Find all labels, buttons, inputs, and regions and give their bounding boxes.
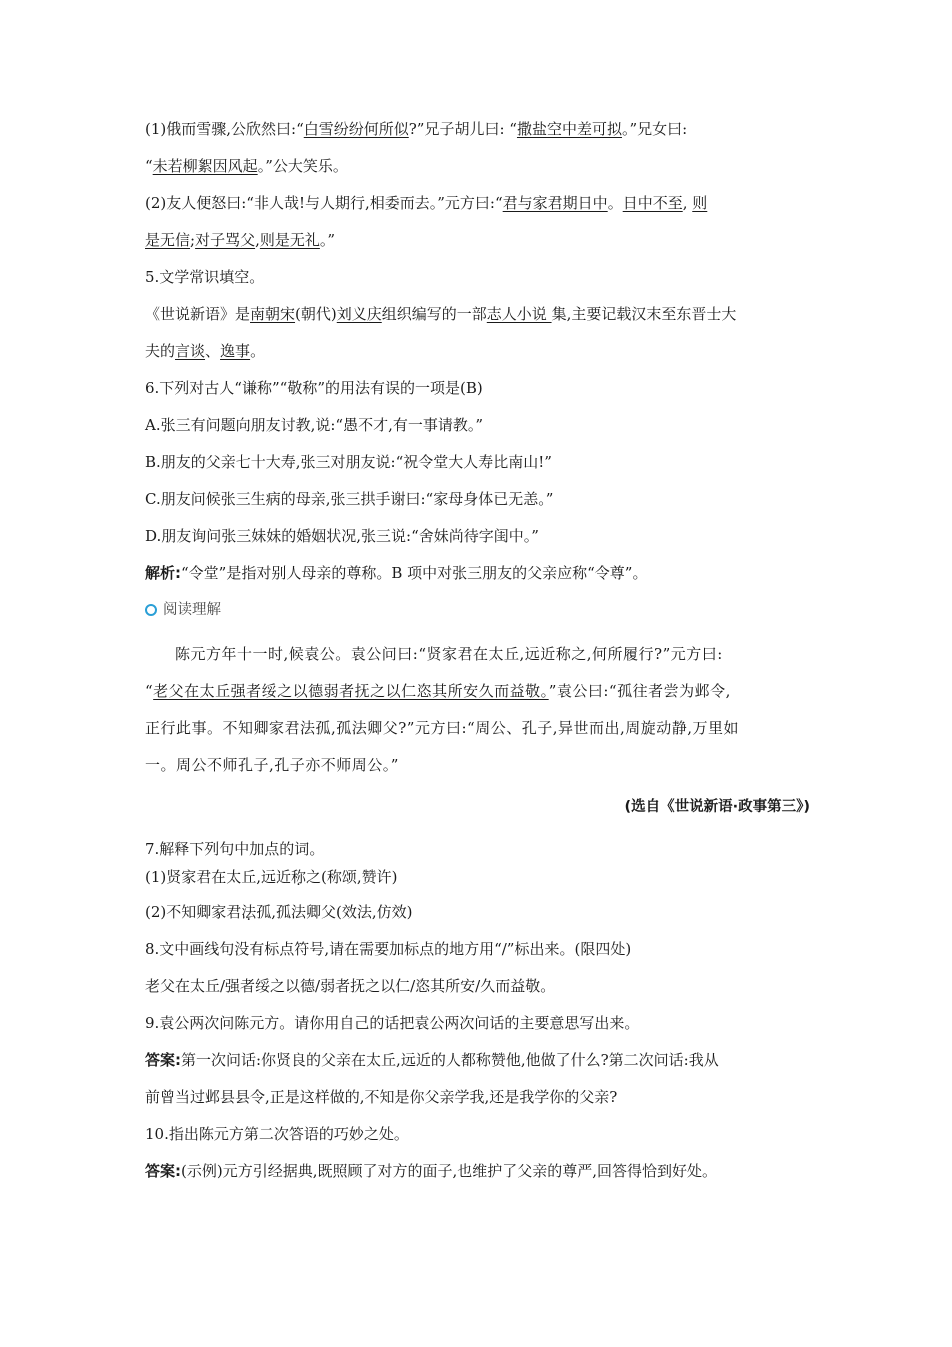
q7-item-1 bbox=[145, 866, 810, 888]
text: 。” bbox=[319, 231, 336, 249]
text: 之(称颂,赞许) bbox=[306, 868, 398, 886]
text: ”袁公曰:“孤往者尝为邺令, bbox=[548, 682, 731, 700]
answer-blank: 未若柳絮因风起 bbox=[152, 157, 258, 175]
q6-option-c: C.朋友问候张三生病的母亲,张三拱手谢曰:“家母身体已无恙。” bbox=[145, 490, 554, 508]
answer-blank: 逸事 bbox=[220, 342, 251, 360]
text: , bbox=[255, 231, 260, 249]
text: (2)友人便怒曰:“非人哉!与人期行,相委而去。”元方曰:“ bbox=[145, 194, 503, 212]
q5-line-1 bbox=[145, 303, 810, 325]
answer-blank: 言谈 bbox=[175, 342, 206, 360]
q6-option-b: B.朋友的父亲七十大寿,张三对朋友说:“祝令堂大人寿比南山!” bbox=[145, 453, 552, 471]
text: “ bbox=[145, 157, 153, 175]
answer-label: 答案: bbox=[145, 1051, 181, 1069]
text: ?”兄子胡儿曰: “ bbox=[408, 120, 517, 138]
section-title: 阅读理解 bbox=[163, 602, 221, 618]
passage-line-2 bbox=[145, 680, 810, 702]
analysis-label: 解析: bbox=[145, 564, 181, 582]
q10-answer bbox=[145, 1160, 810, 1182]
circle-bullet-icon bbox=[145, 604, 157, 616]
passage-line-1: 陈元方年十一时,候袁公。袁公问曰:“贤家君在太丘,远近称之,何所履行?”元方曰: bbox=[175, 645, 723, 663]
answer-text: 第一次问话:你贤良的父亲在太丘,远近的人都称赞他,他做了什么?第二次问话:我从 bbox=[181, 1051, 719, 1069]
answer-blank: 撒盐空中差可拟 bbox=[516, 120, 622, 138]
q8-title: 8.文中画线句没有标点符号,请在需要加标点的地方用“/”标出来。(限四处) bbox=[145, 940, 632, 958]
passage-line-4: 一。周公不师孔子,孔子亦不师周公。” bbox=[145, 756, 399, 774]
text: (朝代) bbox=[295, 305, 337, 323]
text: 、 bbox=[205, 342, 221, 360]
answer-blank: 志人小说 bbox=[486, 305, 552, 323]
analysis-text: “令堂”是指对别人母亲的尊称。B 项中对张三朋友的父亲应称“令尊”。 bbox=[181, 564, 648, 582]
q4-line-2 bbox=[145, 155, 810, 177]
q9-answer-line-1 bbox=[145, 1049, 810, 1071]
text: 《世说新语》是 bbox=[145, 305, 251, 323]
document-content bbox=[145, 118, 810, 1182]
q6-title: 6.下列对古人“谦称”“敬称”的用法有误的一项是(B) bbox=[145, 379, 483, 397]
dotted-word: 法 bbox=[241, 903, 257, 921]
q6-option-a: A.张三有问题向朋友讨教,说:“愚不才,有一事请教。” bbox=[145, 416, 484, 434]
answer-blank: 则 bbox=[692, 194, 708, 212]
text: 集,主要记载汉末至东晋士大 bbox=[551, 305, 737, 323]
q9-title: 9.袁公两次问陈元方。请你用自己的话把袁公两次问话的主要意思写出来。 bbox=[145, 1014, 640, 1032]
text: , bbox=[682, 194, 693, 212]
answer-blank: 则是无礼 bbox=[259, 231, 320, 249]
answer-blank: 是无信 bbox=[145, 231, 191, 249]
q4-line-3 bbox=[145, 192, 810, 214]
q7-item-2 bbox=[145, 901, 810, 923]
dotted-word: 称 bbox=[291, 868, 307, 886]
passage-source: (选自《世说新语·政事第三》) bbox=[624, 799, 810, 815]
text: 。”公大笑乐。 bbox=[257, 157, 348, 175]
answer-text: (示例)元方引经据典,既照顾了对方的面子,也维护了父亲的尊严,回答得恰到好处。 bbox=[181, 1162, 718, 1180]
answer-blank: 南朝宋 bbox=[250, 305, 296, 323]
q6-option-d: D.朋友询问张三妹妹的婚姻状况,张三说:“舍妹尚待字闺中。” bbox=[145, 527, 539, 545]
q10-title: 10.指出陈元方第二次答语的巧妙之处。 bbox=[145, 1125, 409, 1143]
q4-line-1 bbox=[145, 118, 810, 140]
underlined-sentence: 老父在太丘强者绥之以德弱者抚之以仁恣其所安久而益敬。 bbox=[153, 682, 549, 700]
text: (2)不知卿家君 bbox=[145, 903, 242, 921]
q5-title: 5.文学常识填空。 bbox=[145, 268, 265, 286]
passage-line-3: 正行此事。不知卿家君法孤,孤法卿父?”元方曰:“周公、孔子,异世而出,周旋动静,万里如 bbox=[145, 719, 740, 737]
text: 孤,孤法卿父(效法,仿效) bbox=[256, 903, 413, 921]
text: 夫的 bbox=[145, 342, 176, 360]
q8-answer: 老父在太丘/强者绥之以德/弱者抚之以仁/恣其所安/久而益敬。 bbox=[145, 977, 556, 995]
answer-blank: 白雪纷纷何所似 bbox=[303, 120, 409, 138]
answer-blank: 日中不至 bbox=[622, 194, 683, 212]
q7-title: 7.解释下列句中加点的词。 bbox=[145, 840, 325, 858]
text: 组织编写的一部 bbox=[381, 305, 487, 323]
reading-section-header bbox=[145, 599, 810, 621]
text: (1)贤家君在太丘,远近 bbox=[145, 868, 292, 886]
text: 。 bbox=[607, 194, 623, 212]
answer-blank: 君与家君期日中 bbox=[502, 194, 608, 212]
q4-line-4 bbox=[145, 229, 810, 251]
q9-answer-line-2: 前曾当过邺县县令,正是这样做的,不知是你父亲学我,还是我学你的父亲? bbox=[145, 1088, 618, 1106]
answer-blank: 刘义庆 bbox=[336, 305, 382, 323]
q5-line-2 bbox=[145, 340, 810, 362]
text: “ bbox=[145, 682, 154, 700]
text: 。”兄女曰: bbox=[621, 120, 688, 138]
answer-blank: 对子骂父 bbox=[195, 231, 256, 249]
q6-analysis bbox=[145, 562, 810, 584]
text: (1)俄而雪骤,公欣然曰:“ bbox=[145, 120, 304, 138]
answer-label: 答案: bbox=[145, 1162, 181, 1180]
text: ; bbox=[190, 231, 196, 249]
text: 。 bbox=[250, 342, 266, 360]
